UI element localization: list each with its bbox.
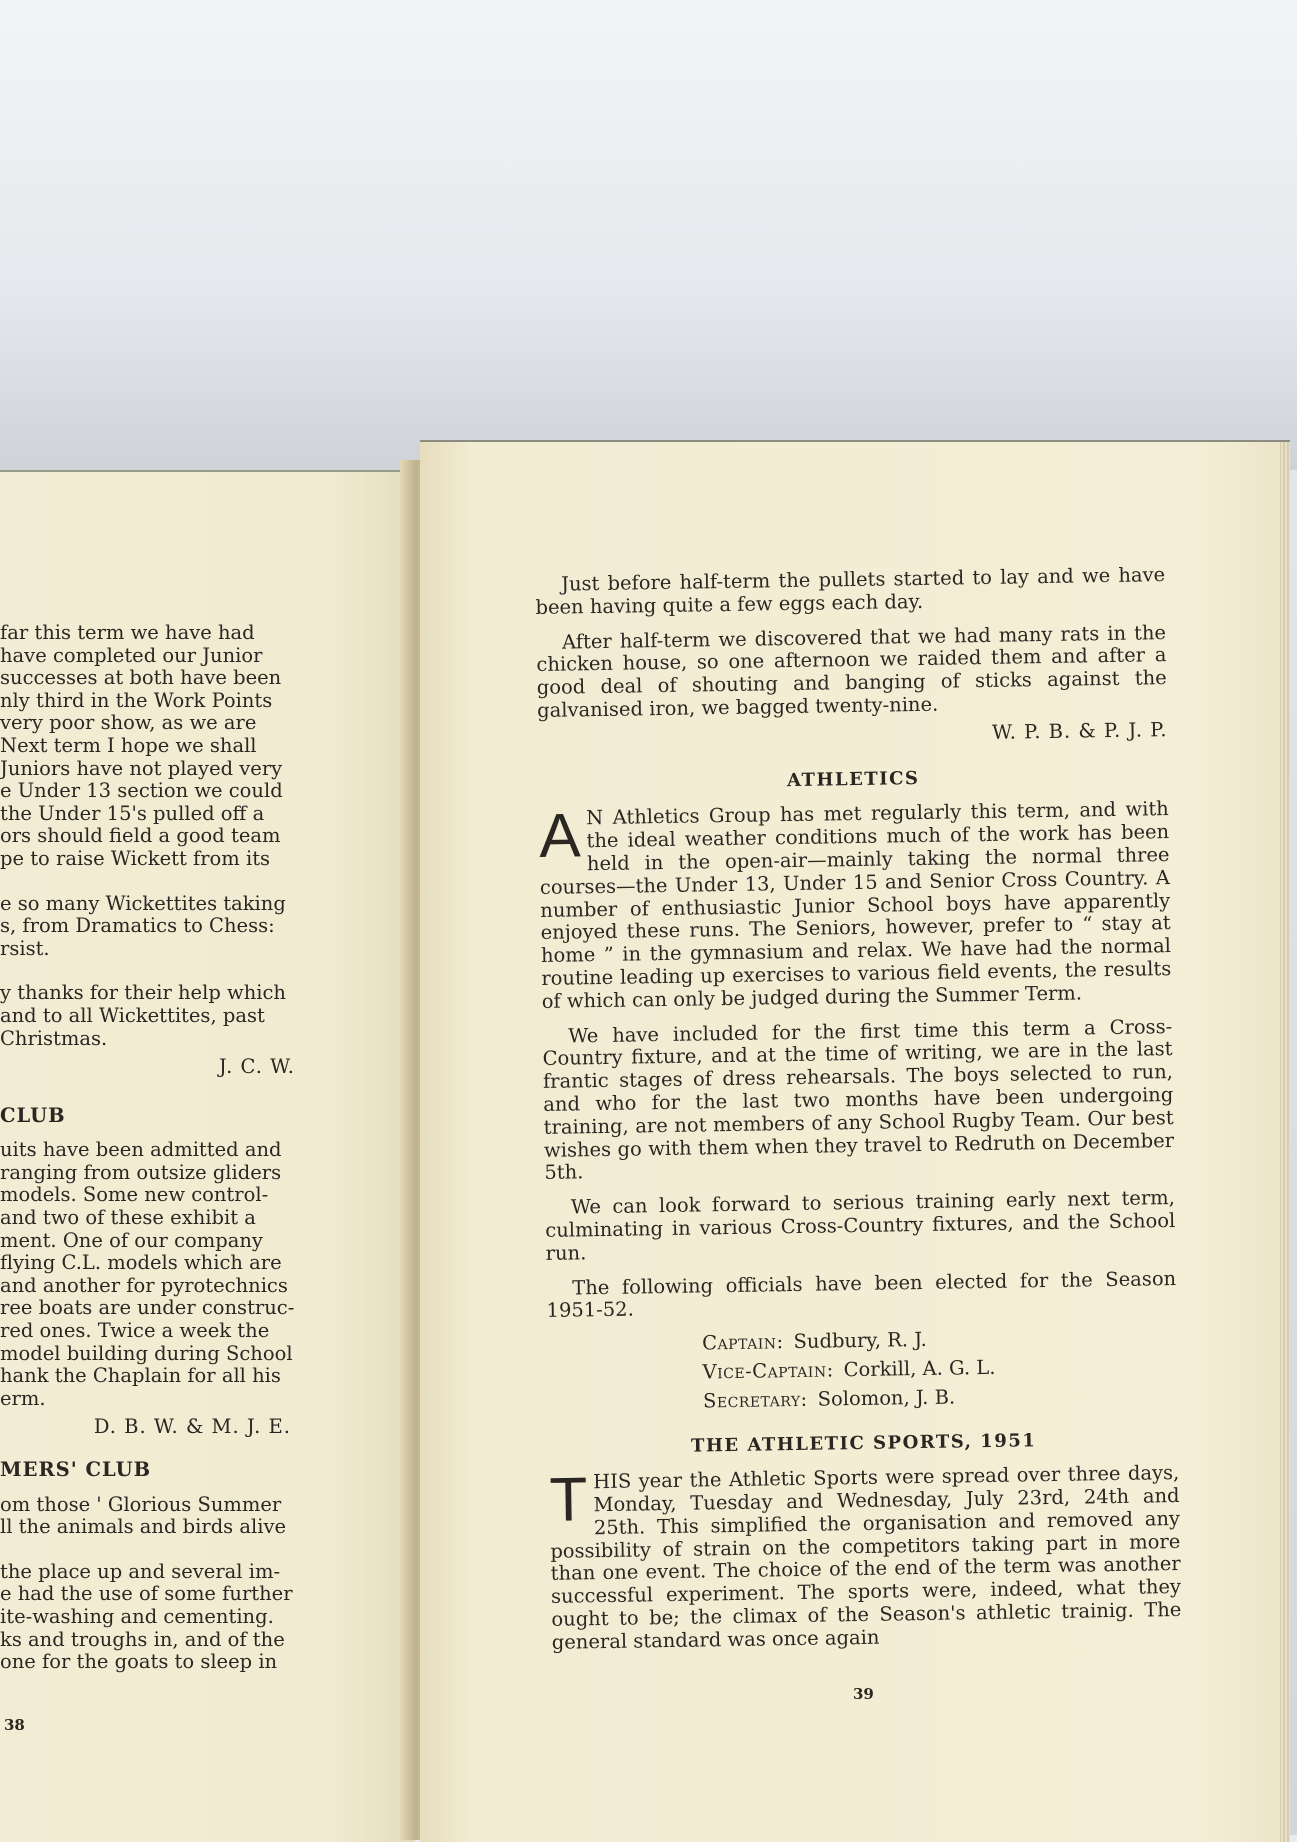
text-line: s, from Dramatics to Chess: xyxy=(0,914,275,938)
signature: J. C. W. xyxy=(218,1055,295,1079)
text-line: ree boats are under construc- xyxy=(0,1296,295,1320)
text-line: e Under 13 section we could xyxy=(0,779,283,803)
text-line: successes at both have been xyxy=(0,666,282,690)
section-title-athletic-sports: THE ATHLETIC SPORTS, 1951 xyxy=(690,1429,1037,1457)
paragraph-body: N Athletics Group has met regularly this term, and with the ideal weather conditions much of the work has been held in the open-air—mainly taking the normal three courses—the Under 13, Under 15 and Senior Cross Country. A number of enthusiastic Junior School boys have apparently enjoyed these runs. The Seniors, however, prefer to “ stay at home ” in the gymnasium and relax. We have had the normal routine leading up exercises to various field events, the results of which can only be judged during the Summer Term. xyxy=(539,797,1172,1013)
official-role: Vice-Captain: xyxy=(702,1358,834,1384)
text-line: have completed our Junior xyxy=(0,643,263,667)
text-line: model building during School xyxy=(0,1341,293,1365)
officials-list xyxy=(702,1325,1178,1413)
text-line: ment. One of our company xyxy=(0,1228,263,1252)
scanner-background xyxy=(0,0,1297,470)
section-heading: MERS' CLUB xyxy=(0,1458,152,1481)
paragraph: We can look forward to serious training early next term, culminating in various Cross-Country fixtures, and the School run. xyxy=(545,1186,1176,1265)
text-line: ks and troughs in, and of the xyxy=(0,1627,285,1651)
text-line: models. Some new control- xyxy=(0,1183,269,1207)
text-line: uits have been admitted and xyxy=(0,1138,282,1162)
official-role: Secretary: xyxy=(702,1387,808,1413)
right-page-text xyxy=(535,564,1182,1666)
paragraph: We have included for the first time this term a Cross-Country fixture, and at the time of writing, we are in the last frantic stages of dress rehearsals. The boys selected to run, and who for the last two months have been undergoing training, are not members of any School Rugby Team. Our best wishes go with them when they travel to Redruth on December 5th. xyxy=(542,1014,1175,1185)
section-title-athletics: ATHLETICS xyxy=(786,767,920,791)
left-page xyxy=(0,470,415,1842)
left-block-5 xyxy=(0,1494,305,1539)
official-row xyxy=(702,1354,1177,1384)
text-line: rsist. xyxy=(0,936,50,960)
page-number: 39 xyxy=(853,1685,874,1703)
text-line: one for the goats to sleep in xyxy=(0,1650,278,1674)
left-block-4 xyxy=(0,1139,305,1439)
text-line: the place up and several im- xyxy=(0,1559,281,1583)
left-block-3 xyxy=(0,982,305,1078)
text-line: e had the use of some further xyxy=(0,1582,293,1606)
right-page xyxy=(420,440,1290,1842)
text-line: hank the Chaplain for all his xyxy=(0,1364,281,1388)
section-heading: CLUB xyxy=(0,1103,66,1127)
text-line: y thanks for their help which xyxy=(0,981,286,1005)
text-line: and another for pyrotechnics xyxy=(0,1273,288,1297)
paragraph xyxy=(539,798,1172,1013)
signature: W. P. B. & P. J. P. xyxy=(991,717,1168,744)
text-line: e so many Wickettites taking xyxy=(0,891,286,915)
drop-cap: A xyxy=(538,801,582,872)
official-name: Sudbury, R. J. xyxy=(793,1328,927,1354)
text-line: nly third in the Work Points xyxy=(0,688,273,712)
drop-cap: T xyxy=(549,1465,588,1536)
official-row xyxy=(702,1325,1177,1355)
left-page-text xyxy=(0,622,305,1674)
page-number: 38 xyxy=(4,1716,25,1734)
text-line: the Under 15's pulled off a xyxy=(0,801,265,825)
text-line: ite-washing and cementing. xyxy=(0,1604,274,1628)
open-book xyxy=(0,440,1297,1835)
text-line: Christmas. xyxy=(0,1026,108,1050)
official-role: Captain: xyxy=(701,1330,784,1355)
official-name: Corkill, A. G. L. xyxy=(843,1355,996,1382)
text-line: and two of these exhibit a xyxy=(0,1206,256,1230)
paragraph: The following officials have been elected for the Season 1951-52. xyxy=(546,1266,1177,1323)
text-line: Next term I hope we shall xyxy=(0,733,257,757)
text-line: flying C.L. models which are xyxy=(0,1251,282,1275)
paragraph: After half-term we discovered that we had many rats in the chicken house, so one afternoon we raided them and after a good deal of shouting and banging of sticks against the galvanised iron, we bagged twenty-nine. xyxy=(536,620,1167,722)
page-edge xyxy=(1280,442,1290,1842)
text-line: erm. xyxy=(0,1386,46,1410)
official-name: Solomon, J. B. xyxy=(817,1385,956,1411)
paragraph: Just before half-term the pullets started to lay and we have been having quite a few eggs each day. xyxy=(535,563,1166,619)
left-block-1 xyxy=(0,622,305,871)
text-line: and to all Wickettites, past xyxy=(0,1003,265,1027)
text-line: ranging from outsize gliders xyxy=(0,1160,282,1184)
text-line: ors should field a good team xyxy=(0,824,281,848)
official-row xyxy=(703,1383,1178,1413)
text-line: Juniors have not played very xyxy=(0,756,283,780)
paragraph-body: HIS year the Athletic Sports were spread over three days, Monday, Tuesday and Wednesday, July 23rd, 24th and 25th. This simplified the organisation and removed any possibility of strain on the competitors taking part in more than one event. The choice of the end of the term was another successful experiment. The sports were, indeed, what they ought to be; the climax of the Season's athletic trainig. The general standard was once again xyxy=(550,1461,1182,1654)
signature: D. B. W. & M. J. E. xyxy=(93,1415,291,1439)
text-line: very poor show, as we are xyxy=(0,711,257,735)
text-line: om those ' Glorious Summer xyxy=(0,1492,282,1516)
left-block-2 xyxy=(0,893,305,961)
left-block-6 xyxy=(0,1561,305,1674)
text-line: ll the animals and birds alive xyxy=(0,1515,287,1539)
text-line: red ones. Twice a week the xyxy=(0,1319,270,1343)
text-line: far this term we have had xyxy=(0,621,255,644)
text-line: pe to raise Wickett from its xyxy=(0,846,271,870)
paragraph xyxy=(549,1462,1182,1654)
